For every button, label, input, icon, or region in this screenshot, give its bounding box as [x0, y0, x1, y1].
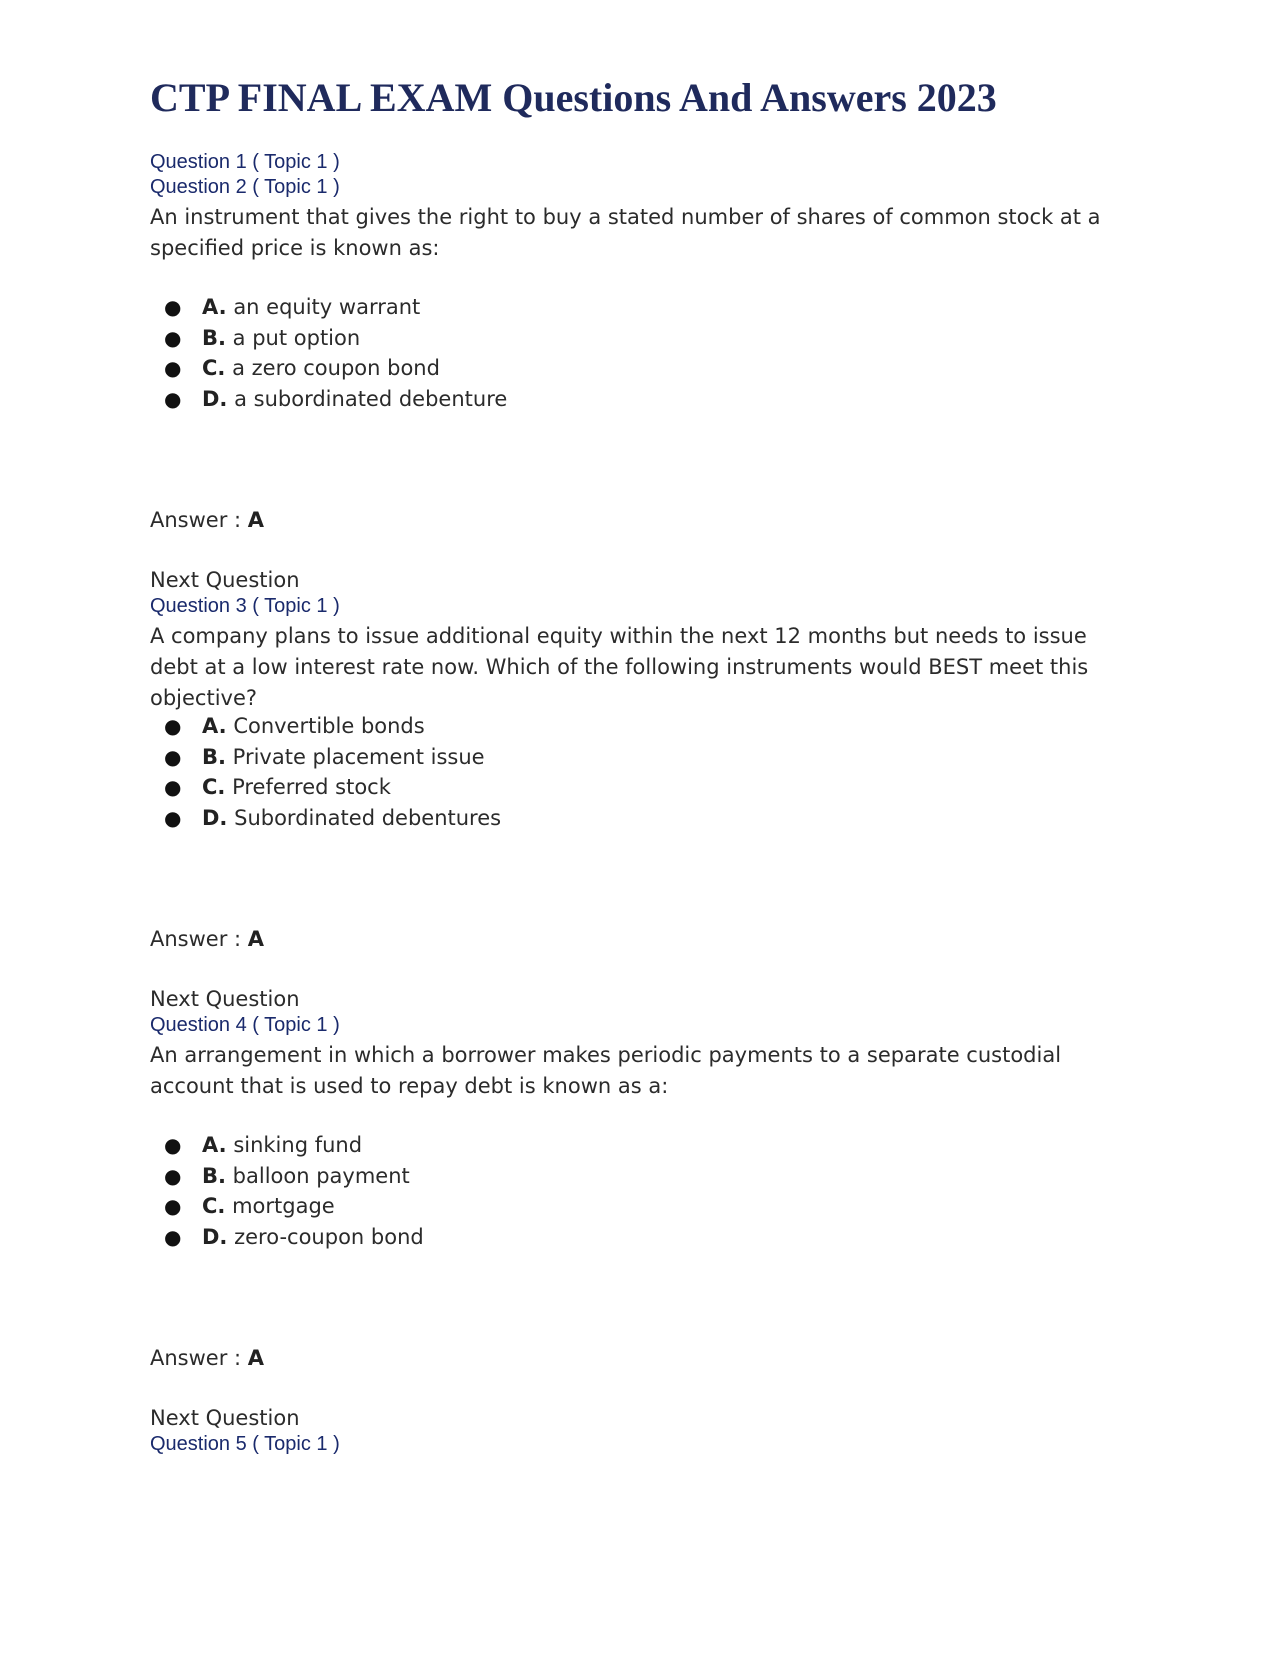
option-text: Private placement issue	[232, 744, 485, 769]
option-b	[150, 323, 507, 354]
bullet-icon: ●	[164, 295, 182, 319]
option-letter: B.	[202, 325, 226, 350]
option-c	[150, 772, 501, 803]
question-3-text: A company plans to issue additional equity within the next 12 months but needs to issue debt at a low interest rate now. Which of the following instruments would BEST meet this objective?	[150, 624, 1089, 710]
question-2-text: An instrument that gives the right to buy a stated number of shares of common stock at a specified price is known as:	[150, 205, 1101, 260]
question-3-answer	[150, 924, 264, 954]
option-a	[150, 292, 507, 323]
option-d	[150, 384, 507, 415]
bullet-icon: ●	[164, 775, 182, 799]
option-a	[150, 711, 501, 742]
question-2-label: Question 2 ( Topic 1 )	[150, 176, 340, 198]
question-3-options	[150, 711, 501, 833]
answer-value: A	[247, 927, 265, 951]
question-2-options	[150, 292, 507, 414]
option-text: sinking fund	[233, 1133, 363, 1157]
option-b	[150, 742, 501, 773]
bullet-icon: ●	[164, 714, 182, 738]
option-letter: B.	[202, 1163, 226, 1188]
next-question-link[interactable]: Next Question	[150, 568, 300, 592]
option-letter: C.	[202, 356, 226, 380]
option-text: balloon payment	[232, 1163, 410, 1188]
option-letter: C.	[202, 1194, 226, 1218]
question-5-label: Question 5 ( Topic 1 )	[150, 1433, 340, 1455]
answer-label: Answer :	[150, 508, 248, 532]
option-d	[150, 1222, 424, 1253]
option-d	[150, 803, 501, 834]
bullet-icon: ●	[164, 386, 182, 411]
next-question-link[interactable]: Next Question	[150, 987, 300, 1011]
option-letter: D.	[202, 805, 228, 830]
bullet-icon: ●	[164, 1224, 182, 1249]
option-text: mortgage	[232, 1194, 335, 1218]
option-letter: C.	[202, 775, 226, 799]
option-letter: A.	[202, 714, 227, 738]
option-a	[150, 1130, 424, 1161]
bullet-icon: ●	[164, 356, 182, 380]
answer-label: Answer :	[150, 1346, 248, 1370]
bullet-icon: ●	[164, 744, 182, 769]
option-c	[150, 353, 507, 384]
bullet-icon: ●	[164, 805, 182, 830]
option-text: an equity warrant	[233, 295, 421, 319]
next-question-link[interactable]: Next Question	[150, 1406, 300, 1430]
option-text: Convertible bonds	[233, 714, 425, 738]
bullet-icon: ●	[164, 1163, 182, 1188]
option-text: Subordinated debentures	[234, 805, 502, 830]
question-4-text: An arrangement in which a borrower makes periodic payments to a separate custodial account that is used to repay debt is known as a:	[150, 1043, 1062, 1098]
bullet-icon: ●	[164, 1194, 182, 1218]
question-1-label: Question 1 ( Topic 1 )	[150, 151, 340, 173]
answer-value: A	[247, 508, 265, 532]
bullet-icon: ●	[164, 325, 182, 350]
option-text: a zero coupon bond	[232, 356, 440, 380]
option-letter: B.	[202, 744, 226, 769]
answer-label: Answer :	[150, 927, 248, 951]
bullet-icon: ●	[164, 1133, 182, 1157]
option-letter: D.	[202, 386, 228, 411]
option-letter: D.	[202, 1224, 228, 1249]
question-4-label: Question 4 ( Topic 1 )	[150, 1014, 340, 1036]
option-text: a put option	[232, 325, 361, 350]
option-text: Preferred stock	[232, 775, 391, 799]
option-c	[150, 1191, 424, 1222]
question-2-answer	[150, 505, 264, 535]
answer-value: A	[247, 1346, 265, 1370]
option-text: zero-coupon bond	[234, 1224, 424, 1249]
question-3-label: Question 3 ( Topic 1 )	[150, 595, 340, 617]
option-b	[150, 1161, 424, 1192]
question-4-options	[150, 1130, 424, 1252]
document-title: CTP FINAL EXAM Questions And Answers 2023	[150, 75, 997, 120]
option-text: a subordinated debenture	[234, 386, 508, 411]
option-letter: A.	[202, 1133, 227, 1157]
option-letter: A.	[202, 295, 227, 319]
question-4-answer	[150, 1343, 264, 1373]
